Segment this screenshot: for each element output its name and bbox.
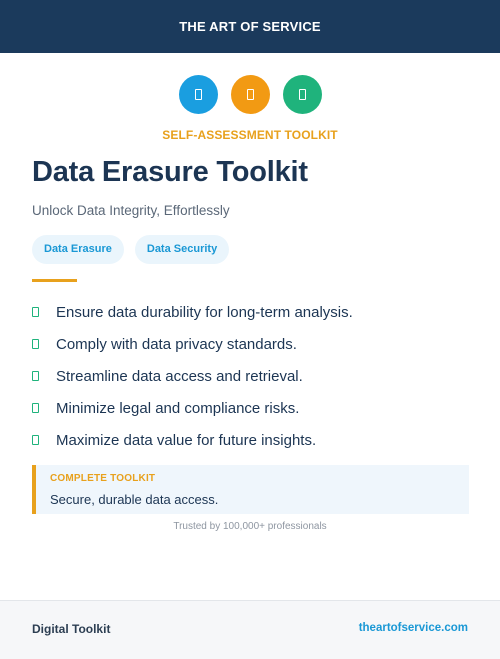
- list-item: [32, 424, 353, 456]
- tag-list: [32, 235, 229, 264]
- list-item: [32, 360, 353, 392]
- callout-text: Secure, durable data access.: [50, 492, 219, 507]
- icon-row: [0, 75, 500, 114]
- callout-label: COMPLETE TOOLKIT: [50, 473, 156, 484]
- feature-text: Streamline data access and retrieval.: [56, 367, 303, 385]
- accent-divider: [32, 279, 77, 282]
- header-bar: [0, 0, 500, 53]
- feature-text: Comply with data privacy standards.: [56, 335, 297, 353]
- feature-list: [32, 296, 353, 456]
- checklist-glyph: [299, 89, 306, 100]
- checklist-icon: [283, 75, 322, 114]
- tag-data-security: Data Security: [135, 235, 229, 264]
- toolkit-callout: [32, 465, 469, 514]
- tag-data-erasure: Data Erasure: [32, 235, 124, 264]
- feature-text: Maximize data value for future insights.: [56, 431, 317, 449]
- trust-note: Trusted by 100,000+ professionals: [173, 521, 327, 532]
- document-glyph: [195, 89, 202, 100]
- eyebrow-label: SELF-ASSESSMENT TOOLKIT: [162, 128, 338, 142]
- document-icon: [179, 75, 218, 114]
- footer-bar: [0, 600, 500, 659]
- check-icon: [32, 371, 39, 381]
- footer-label: Digital Toolkit: [32, 622, 111, 636]
- clipboard-glyph: [247, 89, 254, 100]
- page-subtitle: Unlock Data Integrity, Effortlessly: [32, 203, 230, 218]
- list-item: [32, 328, 353, 360]
- list-item: [32, 296, 353, 328]
- website-link[interactable]: theartofservice.com: [358, 622, 468, 634]
- feature-text: Minimize legal and compliance risks.: [56, 399, 300, 417]
- brand-name: THE ART OF SERVICE: [179, 19, 321, 34]
- check-icon: [32, 339, 39, 349]
- check-icon: [32, 435, 39, 445]
- feature-text: Ensure data durability for long-term analysis.: [56, 303, 353, 321]
- list-item: [32, 392, 353, 424]
- clipboard-icon: [231, 75, 270, 114]
- check-icon: [32, 307, 39, 317]
- page-title: Data Erasure Toolkit: [32, 156, 308, 188]
- check-icon: [32, 403, 39, 413]
